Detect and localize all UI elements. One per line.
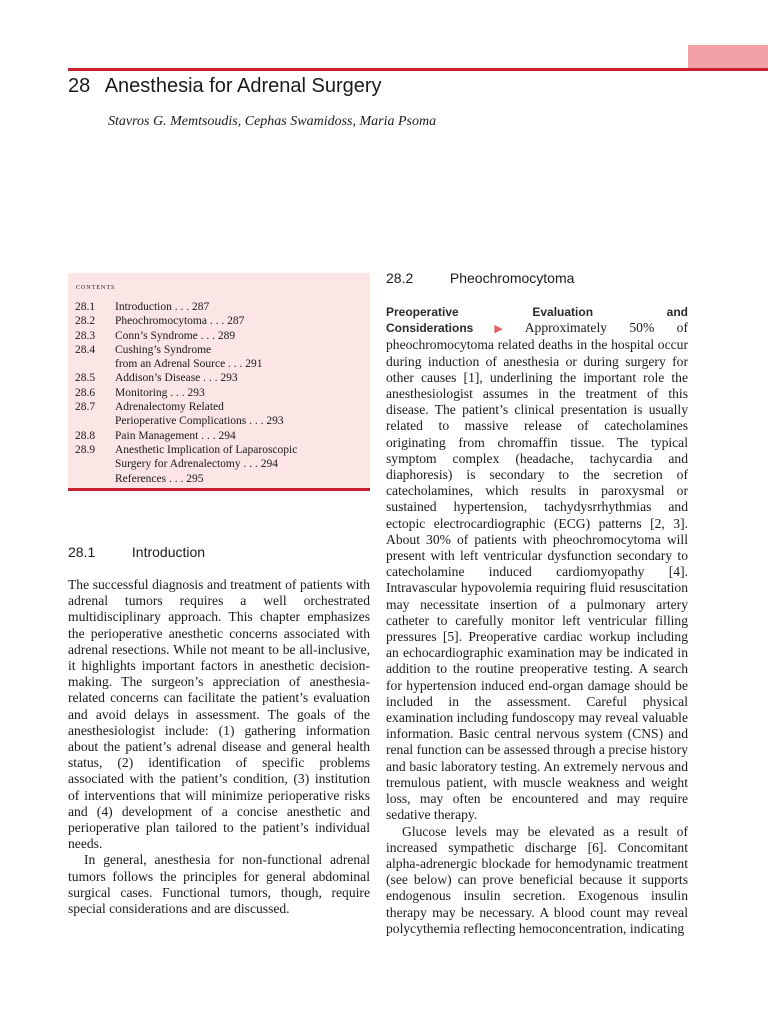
contents-item bbox=[75, 472, 365, 486]
section-heading-introduction bbox=[68, 544, 205, 560]
contents-item bbox=[75, 329, 365, 343]
contents-item-number: 28.6 bbox=[75, 386, 96, 399]
contents-item bbox=[75, 443, 365, 457]
contents-item-number bbox=[75, 472, 115, 486]
contents-item-number: 28.4 bbox=[75, 343, 96, 356]
contents-item bbox=[75, 371, 365, 385]
contents-item bbox=[75, 300, 365, 314]
contents-item-text: Cushing’s Syndrome bbox=[115, 343, 212, 356]
contents-item-number: 28.5 bbox=[75, 372, 96, 385]
contents-item-number bbox=[75, 457, 115, 471]
contents-item-number bbox=[75, 414, 115, 428]
contents-item-text: Monitoring . . . 293 bbox=[115, 386, 205, 399]
section-number: 28.2 bbox=[386, 270, 414, 286]
contents-item-text: Perioperative Complications . . . 293 bbox=[115, 415, 284, 428]
paragraph: Glucose levels may be elevated as a result of increased sympathetic discharge [6]. Concomitant alpha-adrenergic blockade for hemodynamic treatment (see below) can prove beneficial because it supports endogenous insulin secretion. Exogenous insulin therapy may be necessary. A blood count may reveal polycythemia reflecting hemoconcentration, indicating bbox=[386, 823, 688, 936]
contents-item-text: Introduction . . . 287 bbox=[115, 301, 210, 313]
contents-item-text: References . . . 295 bbox=[115, 472, 204, 485]
contents-item-number: 28.1 bbox=[75, 301, 96, 313]
contents-item bbox=[75, 400, 365, 414]
section-number: 28.1 bbox=[68, 544, 96, 560]
subsection-heading: Preoperative Evaluation and Considerations bbox=[386, 305, 688, 336]
contents-item bbox=[75, 357, 365, 371]
contents-item bbox=[75, 429, 365, 443]
contents-item-number: 28.8 bbox=[75, 429, 96, 442]
contents-box bbox=[68, 273, 370, 491]
contents-item-text: from an Adrenal Source . . . 291 bbox=[115, 358, 263, 371]
contents-item bbox=[75, 343, 365, 357]
chapter-number: 28 bbox=[68, 75, 91, 97]
triangle-right-icon: ▶ bbox=[475, 323, 522, 336]
contents-item-text: Addison’s Disease . . . 293 bbox=[115, 372, 238, 385]
paragraph-text: Approximately 50% of pheochromocytoma related deaths in the hospital occur during induction of anesthesia or during surgery for other causes [1], underlining the important role the anesthesiologist assumes in the treatment of this disease. The patient’s clinical presentation is usually related to massive release of catecholamines originating from chromaffin tissue. The typical symptom complex (headache, tachycardia and diaphoresis) is secondary to the secretion of catecholamines, which results in paroxysmal or sustained hypertension, tachydysrrhythmias and ectopic electrocardiographic (ECG) patterns [2, 3]. About 30% of patients with pheochromocytoma will present with left ventricular dysfunction secondary to catecholamine induced cardiomyopathy [4]. Intravascular hypovolemia requiring fluid resuscitation may necessitate insertion of a pulmonary artery catheter to carefully monitor left ventricular filling pressures [5]. Preoperative cardiac workup including an echocardiographic examination may be indicated in addition to the routine preoperative testing. A search for hypertension induced end-organ damage should be included in the assessment. Careful physical examination including fundoscopy may reveal valuable information. Basic central nervous system (CNS) and renal function can be assessed through a precise history and basic laboratory testing. An extremely nervous and tremulous patient, with muscle weakness and weight loss, may often be encountered and may require sedative therapy. bbox=[386, 320, 688, 823]
contents-item-number: 28.9 bbox=[75, 443, 96, 456]
chapter-title-text: Anesthesia for Adrenal Surgery bbox=[104, 75, 382, 97]
introduction-body bbox=[68, 577, 370, 917]
section-heading-pheochromocytoma bbox=[386, 270, 574, 286]
paragraph: In general, anesthesia for non-functional adrenal tumors follows the principles for general abdominal surgical cases. Functional tumors, though, require special considerations and are discussed. bbox=[68, 852, 370, 917]
contents-heading: contents bbox=[76, 281, 116, 291]
contents-list bbox=[75, 300, 365, 486]
contents-item-number bbox=[75, 357, 115, 371]
paragraph bbox=[386, 304, 688, 824]
contents-item-text: Surgery for Adrenalectomy . . . 294 bbox=[115, 458, 278, 471]
paragraph: The successful diagnosis and treatment of patients with adrenal tumors requires a well orchestrated multidisciplinary approach. This chapter emphasizes the perioperative anesthetic concerns associated with adrenal resections. While not meant to be all-inclusive, it highlights important factors in anesthetic decision-making. The surgeon’s appreciation of anesthesia-related concerns can facilitate the patient’s evaluation and avoid delays in assessment. The goals of the anesthesiologist include: (1) gathering information about the patient’s adrenal disease and general health status, (2) identification of specific problems associated with the patient’s condition, (3) institution of interventions that will minimize perioperative risks and (4) development of a concise anesthetic and perioperative plan tailored to the patient’s individual needs. bbox=[68, 577, 370, 852]
contents-item-text: Anesthetic Implication of Laparoscopic bbox=[115, 443, 298, 456]
chapter-authors: Stavros G. Memtsoudis, Cephas Swamidoss, Maria Psoma bbox=[108, 114, 437, 129]
contents-item bbox=[75, 457, 365, 471]
contents-item-text: Pain Management . . . 294 bbox=[115, 429, 236, 442]
pheochromocytoma-body bbox=[386, 304, 688, 937]
contents-item bbox=[75, 414, 365, 428]
chapter-corner-tab bbox=[688, 45, 768, 69]
contents-item-number: 28.2 bbox=[75, 315, 96, 328]
section-title: Introduction bbox=[131, 544, 206, 560]
contents-item bbox=[75, 314, 365, 328]
contents-item bbox=[75, 386, 365, 400]
section-title: Pheochromocytoma bbox=[449, 270, 575, 286]
top-rule bbox=[68, 68, 768, 71]
chapter-title bbox=[68, 75, 382, 98]
contents-item-text: Conn’s Syndrome . . . 289 bbox=[115, 329, 236, 342]
contents-item-number: 28.3 bbox=[75, 329, 96, 342]
contents-item-text: Adrenalectomy Related bbox=[115, 401, 224, 414]
contents-item-number: 28.7 bbox=[75, 401, 96, 414]
contents-item-text: Pheochromocytoma . . . 287 bbox=[115, 315, 245, 328]
